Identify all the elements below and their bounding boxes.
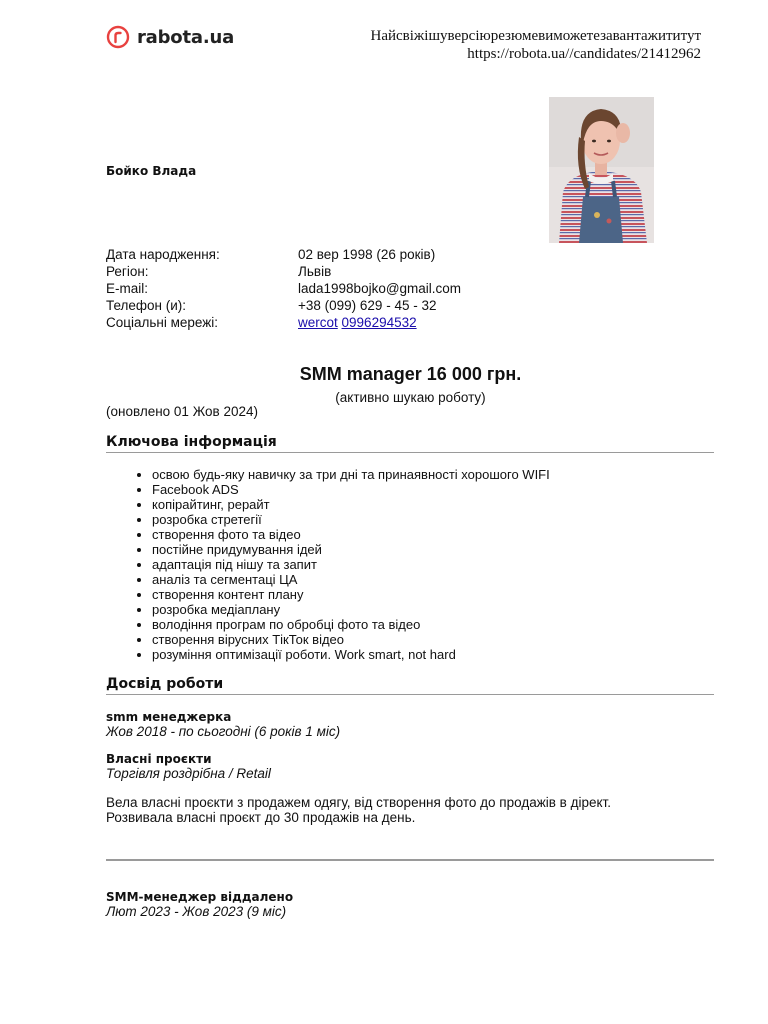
job-search-status: (активно шукаю роботу) [335, 390, 486, 405]
job-description-line: Розвивала власні проєкт до 30 продажів на день. [106, 810, 416, 825]
list-item: • аналіз та сегментаці ЦА [152, 572, 550, 587]
list-item: • розробка медіаплану [152, 602, 550, 617]
key-info-heading: Ключова інформація [106, 434, 714, 453]
email-value[interactable]: lada1998bojko@gmail.com [298, 281, 462, 296]
position-title: SMM manager 16 000 грн. [299, 364, 522, 384]
skills-list [106, 467, 550, 662]
list-item: • розуміння оптимізації роботи. Work smart, not hard [152, 647, 550, 662]
logo-text: rabota.ua [137, 26, 235, 48]
social-row [106, 314, 461, 331]
experience-heading: Досвід роботи [106, 676, 714, 695]
region-value: Львів [298, 264, 332, 279]
job-description [106, 795, 611, 825]
candidate-name: Бойко Влада [106, 164, 197, 178]
social-label: Соціальні мережі: [106, 315, 219, 330]
list-item: • розробка стретегії [152, 512, 550, 527]
job-title: smm менеджерка [106, 710, 232, 724]
job-description-line: Вела власні проєкти з продажем одягу, від створення фото до продажів в дірект. [106, 795, 611, 810]
updated-date: (оновлено 01 Жов 2024) [106, 404, 258, 419]
list-item: • створення вірусних ТікТок відео [152, 632, 550, 647]
section-divider [106, 859, 714, 861]
region-row [106, 263, 461, 280]
birth-row [106, 246, 461, 263]
robota-logo[interactable] [106, 25, 234, 49]
latest-version-note [371, 27, 702, 63]
phone-row [106, 297, 461, 314]
phone-label: Телефон (и): [106, 298, 187, 313]
list-item: • створення контент плану [152, 587, 550, 602]
phone-value[interactable]: +38 (099) 629 - 45 - 32 [298, 298, 437, 313]
social-link-wercot[interactable]: wercot [298, 315, 338, 330]
email-row [106, 280, 461, 297]
list-item: • адаптація під нішу та запит [152, 557, 550, 572]
robota-logo-icon [106, 25, 130, 49]
candidate-url[interactable]: https://robota.ua//candidates/21412962 [467, 46, 701, 62]
personal-details [106, 246, 461, 331]
list-item: • Facebook ADS [152, 482, 550, 497]
job-period: Жов 2018 - по сьогодні (6 років 1 міс) [106, 724, 341, 739]
list-item: • постійне придумування ідей [152, 542, 550, 557]
candidate-photo [549, 97, 654, 243]
latest-version-text: Найсвіжішуверсіюрезюмевиможетезавантажититут [370, 28, 701, 44]
region-label: Регіон: [106, 264, 149, 279]
social-links [298, 314, 417, 331]
job-period: Лют 2023 - Жов 2023 (9 міс) [106, 904, 287, 919]
job-title: SMM-менеджер віддалено [106, 890, 294, 904]
social-link-phone[interactable]: 0996294532 [341, 315, 417, 330]
birth-label: Дата народження: [106, 247, 220, 262]
list-item: • освою будь-яку навичку за три дні та принаявності хорошого WIFI [152, 467, 550, 482]
list-item: • створення фото та відео [152, 527, 550, 542]
company-industry: Торгівля роздрібна / Retail [106, 766, 271, 781]
email-label: E-mail: [106, 281, 149, 296]
list-item: • володіння програм по обробці фото та відео [152, 617, 550, 632]
list-item: • копірайтинг, рерайт [152, 497, 550, 512]
company-name: Власні проєкти [106, 752, 212, 766]
candidate-photo-image [549, 97, 654, 243]
birth-value: 02 вер 1998 (26 років) [298, 247, 436, 262]
